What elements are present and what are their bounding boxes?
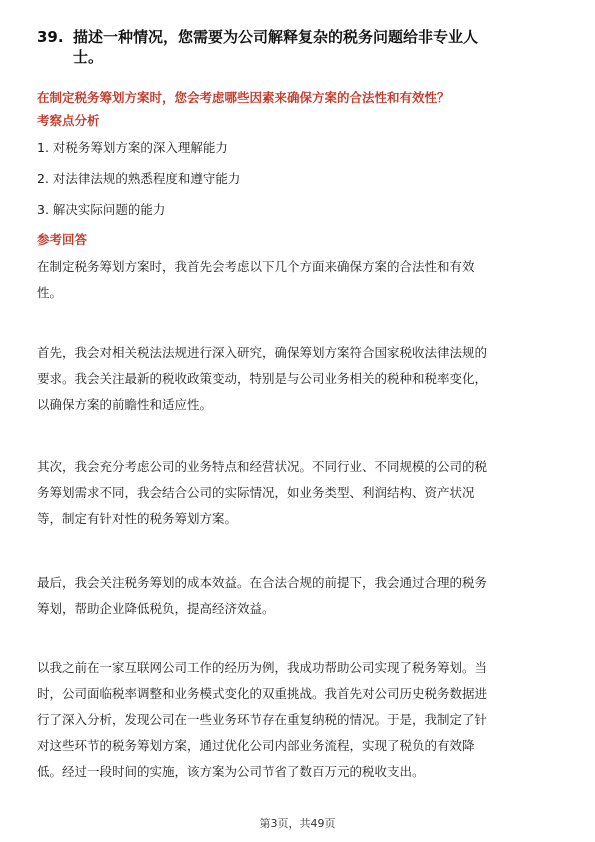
paragraph-line: 务筹划需求不同，我会结合公司的实际情况，如业务类型、利润结构、资产状况 (37, 485, 475, 500)
paragraph-line: 等，制定有针对性的税务筹划方案。 (37, 511, 238, 526)
question-title (37, 27, 557, 67)
paragraph-line: 首先，我会对相关税法法规进行深入研究，确保筹划方案符合国家税收法律法规的 (37, 345, 488, 360)
analysis-item-3: 3. 解决实际问题的能力 (37, 202, 166, 217)
paragraph-line: 最后，我会关注税务筹划的成本效益。在合法合规的前提下，我会通过合理的税务 (37, 575, 488, 590)
paragraph-line: 在制定税务筹划方案时，我首先会考虑以下几个方面来确保方案的合法性和有效 (37, 259, 475, 274)
paragraph-line: 以确保方案的前瞻性和适应性。 (37, 397, 213, 412)
paragraph-line: 筹划，帮助企业降低税负，提高经济效益。 (37, 601, 275, 616)
answer-paragraph-3 (37, 454, 559, 532)
paragraph-line: 对这些环节的税务筹划方案，通过优化公司内部业务流程，实现了税负的有效降 (37, 738, 475, 753)
sub-question: 在制定税务筹划方案时，您会考虑哪些因素来确保方案的合法性和有效性？ (37, 90, 450, 105)
answer-paragraph-1 (37, 254, 559, 306)
analysis-heading: 考察点分析 (37, 113, 100, 128)
paragraph-line: 其次，我会充分考虑公司的业务特点和经营状况。不同行业、不同规模的公司的税 (37, 459, 488, 474)
paragraph-line: 低。经过一段时间的实施，该方案为公司节省了数百万元的税收支出。 (37, 764, 425, 779)
paragraph-line: 性。 (37, 285, 63, 300)
question-number: 39. (37, 28, 64, 46)
answer-paragraph-5 (37, 655, 559, 785)
paragraph-line: 行了深入分析，发现公司在一些业务环节存在重复纳税的情况。于是，我制定了针 (37, 712, 488, 727)
paragraph-line: 要求。我会关注最新的税收政策变动，特别是与公司业务相关的税种和税率变化， (37, 371, 488, 386)
answer-paragraph-2 (37, 340, 559, 418)
page-footer: 第3页，共49页 (259, 817, 336, 830)
paragraph-line: 时，公司面临税率调整和业务模式变化的双重挑战。我首先对公司历史税务数据进 (37, 686, 488, 701)
analysis-item-1: 1. 对税务筹划方案的深入理解能力 (37, 140, 228, 155)
question-title-line1: 描述一种情况，您需要为公司解释复杂的税务问题给非专业人 (73, 28, 479, 46)
question-title-line2: 士。 (73, 48, 104, 66)
analysis-item-2: 2. 对法律法规的熟悉程度和遵守能力 (37, 171, 241, 186)
answer-paragraph-4 (37, 570, 559, 622)
paragraph-line: 以我之前在一家互联网公司工作的经历为例，我成功帮助公司实现了税务筹划。当 (37, 660, 488, 675)
answer-heading: 参考回答 (37, 232, 88, 247)
